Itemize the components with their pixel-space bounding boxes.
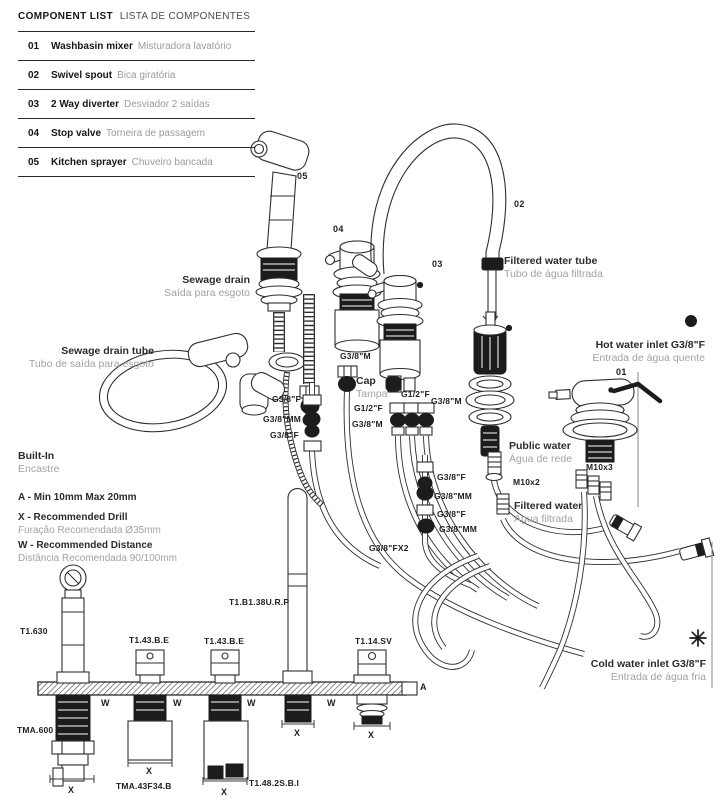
dim-w-4: W — [327, 698, 336, 708]
fitting-g38mm-right2: G3/8"MM — [439, 524, 478, 534]
fitting-g12f-right: G1/2"F — [401, 389, 430, 399]
fitting-g38f-left1: G3/8"F — [272, 394, 301, 404]
code-t1-48-2s-bi: T1.48.2S.B.I — [249, 778, 300, 788]
t1-43-be-left-drawing — [128, 650, 172, 767]
component-list-table — [18, 5, 255, 177]
note-w-pt: Distância Recomendada 90/100mm — [18, 553, 177, 564]
title-en: COMPONENT LIST — [18, 11, 114, 22]
dim-x-1: X — [68, 785, 75, 795]
code-tma-600: TMA.600 — [17, 725, 54, 735]
part-tag-05: 05 — [297, 171, 308, 181]
table-row-02: 02 Swivel spout Bica giratória — [18, 61, 255, 90]
fitting-g38m-mid: G3/8"M — [352, 419, 383, 429]
part-tag-04: 04 — [333, 224, 344, 234]
fitting-g38m-top: G3/8"M — [340, 351, 371, 361]
code-t1-43-be-left: T1.43.B.E — [129, 635, 170, 645]
callout-filtered-water: Filtered water Água filtrada — [514, 500, 583, 525]
callout-public-water: Public water Água de rede — [509, 440, 573, 465]
dim-x-4: X — [294, 728, 301, 738]
callout-hot-water-inlet: Hot water inlet G3/8"F Entrada de água quente — [592, 339, 705, 364]
note-x-en: X - Recommended Drill — [18, 512, 128, 523]
t1-43-be-right-drawing — [203, 650, 248, 785]
component-list-title — [18, 5, 255, 32]
dim-a: A — [420, 682, 427, 692]
callout-sewage-drain: Sewage drain Saída para esgoto — [164, 274, 250, 299]
kitchen-sprayer-drawing — [251, 128, 312, 371]
fitting-m10x2: M10x2 — [513, 477, 540, 487]
thickness-a-marker — [402, 682, 417, 695]
code-t1-b1-38urp: T1.B1.38U.R.P — [229, 597, 290, 607]
fitting-m10x3: M10x3 — [586, 462, 613, 472]
code-t1-630: T1.630 — [20, 626, 48, 636]
callout-filtered-water-tube: Filtered water tube Tubo de água filtrada — [504, 255, 603, 280]
dim-w-1: W — [101, 698, 110, 708]
callout-built-in: Built-In Encastre — [18, 450, 60, 475]
fitting-g38mm-left: G3/8"MM — [263, 414, 302, 424]
callout-cold-water-inlet: Cold water inlet G3/8"F Entrada de água fria — [590, 658, 706, 683]
table-row-05: 05 Kitchen sprayer Chuveiro bancada — [18, 148, 255, 177]
title-pt: LISTA DE COMPONENTES — [119, 11, 251, 22]
dim-x-2: X — [146, 766, 153, 776]
fitting-g38fx2: G3/8"FX2 — [369, 543, 409, 553]
fitting-g38m-right: G3/8"M — [431, 396, 462, 406]
table-row-04: 04 Stop valve Torneira de passagem — [18, 119, 255, 148]
dim-w-2: W — [173, 698, 182, 708]
countertop-drawing — [38, 682, 417, 695]
fitting-g38f-left2: G3/8"F — [270, 430, 299, 440]
code-t1-43-be-right: T1.43.B.E — [204, 636, 245, 646]
dim-w-3: W — [247, 698, 256, 708]
t1-630-drawing — [50, 565, 94, 786]
part-tag-02: 02 — [514, 199, 525, 209]
table-row-03: 03 2 Way diverter Desviador 2 saídas — [18, 90, 255, 119]
part-tag-03: 03 — [432, 259, 443, 269]
table-row-01: 01 Washbasin mixer Misturadora lavatório — [18, 32, 255, 61]
dim-x-3: X — [221, 787, 228, 797]
code-t1-14-sv: T1.14.SV — [355, 636, 393, 646]
note-w-en: W - Recommended Distance — [18, 540, 153, 551]
note-x-pt: Furação Recomendada Ø35mm — [18, 525, 161, 536]
fitting-g38f-right2: G3/8"F — [437, 509, 466, 519]
callout-cap: Cap Tampa — [356, 375, 388, 400]
note-a: A - Min 10mm Max 20mm — [18, 492, 137, 503]
part-tag-01: 01 — [616, 367, 627, 377]
fitting-g12f-mid: G1/2"F — [354, 403, 383, 413]
snowflake-icon — [690, 630, 706, 646]
fitting-g38f-right1: G3/8"F — [437, 472, 466, 482]
callout-sewage-drain-tube: Sewage drain tube Tubo de saída para esgoto — [28, 345, 154, 370]
filter-cartridge-drawing — [466, 312, 514, 456]
dim-x-5: X — [368, 730, 375, 740]
fitting-g38mm-right1: G3/8"MM — [434, 491, 473, 501]
code-tma-43f34-b: TMA.43F34.B — [116, 781, 172, 791]
